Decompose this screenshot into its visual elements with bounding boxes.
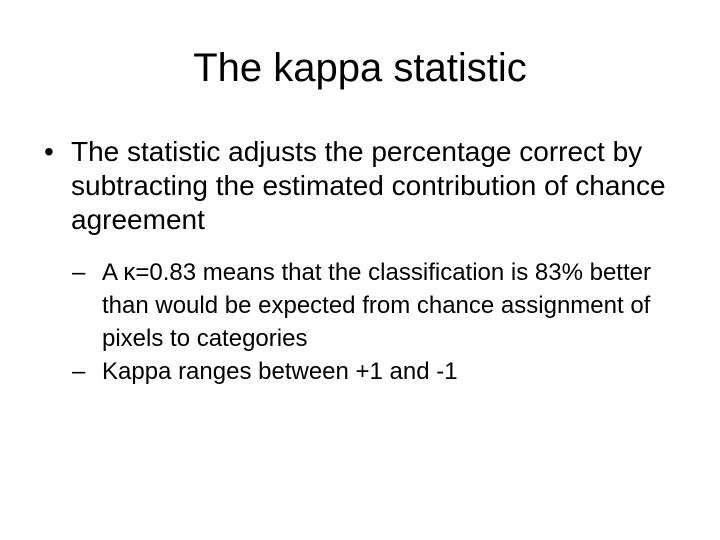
sub-bullet-text: Kappa ranges between +1 and -1 <box>102 358 458 385</box>
dash-marker: – <box>72 358 86 385</box>
sub-bullet-list <box>72 256 692 388</box>
bullet-item <box>44 135 694 237</box>
sub-bullet-item <box>72 256 692 355</box>
slide-title: The kappa statistic <box>193 46 527 90</box>
sub-bullet-item <box>72 355 692 388</box>
bullet-text: The statistic adjusts the percentage correct by subtracting the estimated contribution of chance agreement <box>71 136 666 235</box>
bullet-marker: • <box>44 136 54 167</box>
dash-marker: – <box>72 259 86 286</box>
sub-bullet-text: A κ=0.83 means that the classification is 83% better than would be expected from chance assignment of pixels to categories <box>102 259 651 352</box>
